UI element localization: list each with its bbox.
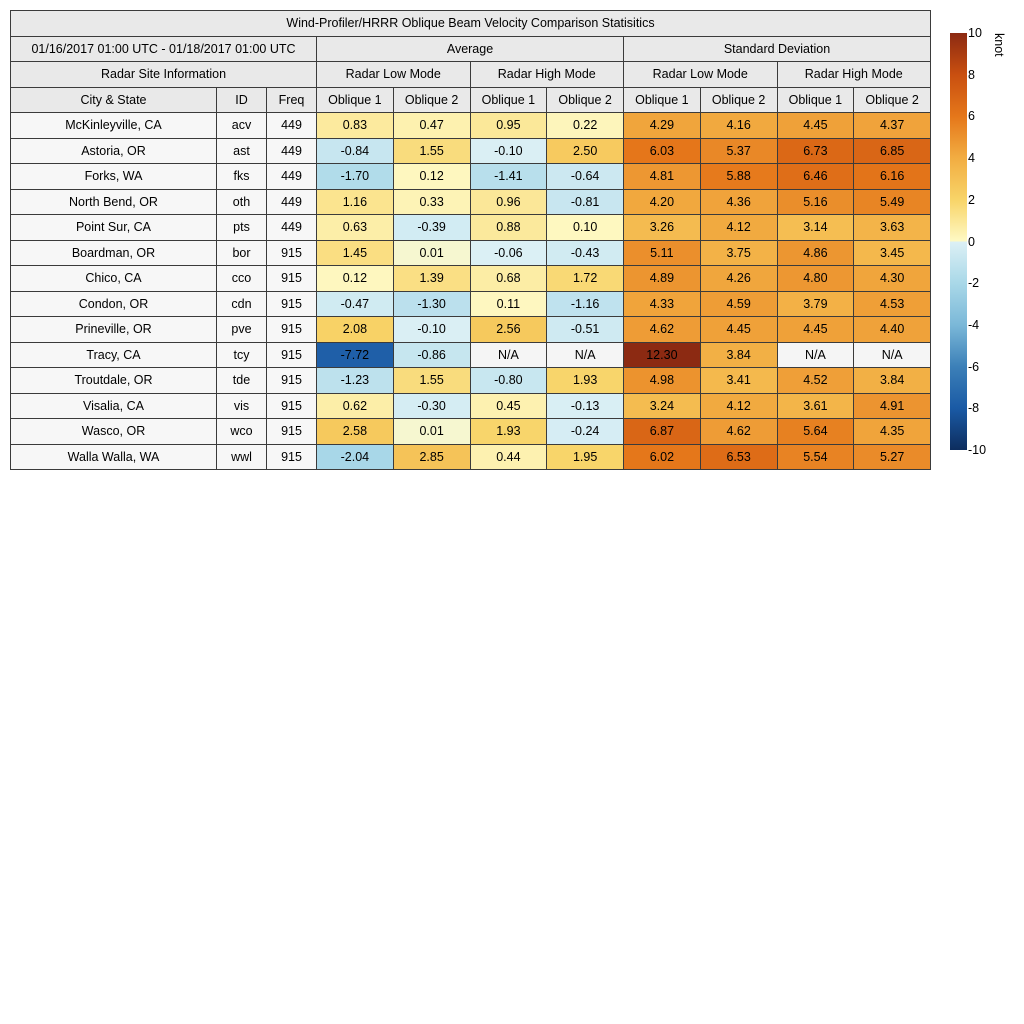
group-header-row: [11, 36, 931, 62]
value-cell: -1.30: [393, 291, 470, 317]
col-header-oblique: Oblique 1: [470, 87, 547, 113]
table-body: [11, 113, 931, 470]
value-cell: 0.01: [393, 419, 470, 445]
colorbar-tick-label: 2: [968, 192, 975, 207]
colorbar: [950, 26, 1024, 457]
value-cell: 3.84: [700, 342, 777, 368]
col-header-freq: Freq: [267, 87, 317, 113]
comparison-stats-table: [10, 10, 931, 470]
value-cell: 3.75: [700, 240, 777, 266]
freq-cell: 915: [267, 317, 317, 343]
value-cell: -1.70: [317, 164, 394, 190]
value-cell: 4.62: [700, 419, 777, 445]
value-cell: 4.53: [854, 291, 931, 317]
value-cell: 4.16: [700, 113, 777, 139]
mode-header-avg-high: Radar High Mode: [470, 62, 624, 88]
value-cell: 4.89: [624, 266, 701, 292]
colorbar-tick-label: 8: [968, 67, 975, 82]
id-cell: pve: [217, 317, 267, 343]
id-cell: vis: [217, 393, 267, 419]
id-cell: tcy: [217, 342, 267, 368]
value-cell: 3.14: [777, 215, 854, 241]
value-cell: 0.45: [470, 393, 547, 419]
value-cell: -7.72: [317, 342, 394, 368]
value-cell: 4.86: [777, 240, 854, 266]
value-cell: 2.85: [393, 444, 470, 470]
value-cell: 4.12: [700, 215, 777, 241]
col-header-oblique: Oblique 1: [317, 87, 394, 113]
value-cell: 1.39: [393, 266, 470, 292]
value-cell: 1.55: [393, 368, 470, 394]
value-cell: 0.95: [470, 113, 547, 139]
mode-header-avg-low: Radar Low Mode: [317, 62, 471, 88]
col-header-oblique: Oblique 2: [854, 87, 931, 113]
mode-header-std-low: Radar Low Mode: [624, 62, 778, 88]
value-cell: 0.01: [393, 240, 470, 266]
value-cell: 3.45: [854, 240, 931, 266]
city-cell: Tracy, CA: [11, 342, 217, 368]
value-cell: 6.02: [624, 444, 701, 470]
value-cell: 4.36: [700, 189, 777, 215]
value-cell: 1.16: [317, 189, 394, 215]
value-cell: N/A: [854, 342, 931, 368]
value-cell: 4.59: [700, 291, 777, 317]
col-header-id: ID: [217, 87, 267, 113]
value-cell: 4.20: [624, 189, 701, 215]
freq-cell: 449: [267, 215, 317, 241]
table-row: [11, 342, 931, 368]
value-cell: 2.08: [317, 317, 394, 343]
mode-header-std-high: Radar High Mode: [777, 62, 931, 88]
table-row: [11, 444, 931, 470]
value-cell: 0.12: [393, 164, 470, 190]
value-cell: -0.39: [393, 215, 470, 241]
site-info-header: Radar Site Information: [11, 62, 317, 88]
value-cell: 1.55: [393, 138, 470, 164]
table-row: [11, 419, 931, 445]
value-cell: 6.03: [624, 138, 701, 164]
id-cell: cco: [217, 266, 267, 292]
value-cell: 6.73: [777, 138, 854, 164]
value-cell: -0.10: [470, 138, 547, 164]
value-cell: 0.10: [547, 215, 624, 241]
value-cell: 4.35: [854, 419, 931, 445]
value-cell: N/A: [777, 342, 854, 368]
value-cell: -0.84: [317, 138, 394, 164]
value-cell: 1.95: [547, 444, 624, 470]
freq-cell: 915: [267, 266, 317, 292]
freq-cell: 915: [267, 342, 317, 368]
value-cell: 0.22: [547, 113, 624, 139]
value-cell: 3.61: [777, 393, 854, 419]
city-cell: Prineville, OR: [11, 317, 217, 343]
id-cell: cdn: [217, 291, 267, 317]
value-cell: -0.30: [393, 393, 470, 419]
value-cell: 4.40: [854, 317, 931, 343]
value-cell: 4.45: [777, 113, 854, 139]
table-row: [11, 368, 931, 394]
value-cell: -0.80: [470, 368, 547, 394]
colorbar-unit-label: knot: [992, 33, 1006, 57]
value-cell: -0.51: [547, 317, 624, 343]
colorbar-tick-label: 10: [968, 26, 982, 40]
value-cell: -0.64: [547, 164, 624, 190]
col-header-oblique: Oblique 1: [624, 87, 701, 113]
freq-cell: 915: [267, 368, 317, 394]
value-cell: -1.41: [470, 164, 547, 190]
value-cell: 5.27: [854, 444, 931, 470]
value-cell: 0.88: [470, 215, 547, 241]
value-cell: -1.16: [547, 291, 624, 317]
id-cell: bor: [217, 240, 267, 266]
value-cell: 3.79: [777, 291, 854, 317]
value-cell: 5.64: [777, 419, 854, 445]
freq-cell: 449: [267, 189, 317, 215]
value-cell: -0.43: [547, 240, 624, 266]
value-cell: 5.49: [854, 189, 931, 215]
value-cell: 4.29: [624, 113, 701, 139]
value-cell: 6.16: [854, 164, 931, 190]
value-cell: 5.88: [700, 164, 777, 190]
freq-cell: 449: [267, 164, 317, 190]
table-row: [11, 138, 931, 164]
col-header-oblique: Oblique 1: [777, 87, 854, 113]
period-label: 01/16/2017 01:00 UTC - 01/18/2017 01:00 UTC: [11, 36, 317, 62]
column-header-row: [11, 87, 931, 113]
table-row: [11, 393, 931, 419]
city-cell: Wasco, OR: [11, 419, 217, 445]
id-cell: ast: [217, 138, 267, 164]
value-cell: 3.84: [854, 368, 931, 394]
value-cell: 1.45: [317, 240, 394, 266]
value-cell: -0.24: [547, 419, 624, 445]
freq-cell: 449: [267, 138, 317, 164]
value-cell: 4.45: [700, 317, 777, 343]
colorbar-gradient: [950, 33, 967, 450]
value-cell: 4.81: [624, 164, 701, 190]
id-cell: pts: [217, 215, 267, 241]
value-cell: -1.23: [317, 368, 394, 394]
value-cell: -0.81: [547, 189, 624, 215]
city-cell: Condon, OR: [11, 291, 217, 317]
value-cell: 0.62: [317, 393, 394, 419]
freq-cell: 449: [267, 113, 317, 139]
value-cell: 4.52: [777, 368, 854, 394]
value-cell: 4.37: [854, 113, 931, 139]
colorbar-tick-label: -4: [968, 317, 980, 332]
value-cell: 0.33: [393, 189, 470, 215]
value-cell: 6.46: [777, 164, 854, 190]
value-cell: -2.04: [317, 444, 394, 470]
mode-header-row: [11, 62, 931, 88]
city-cell: Boardman, OR: [11, 240, 217, 266]
table-row: [11, 240, 931, 266]
value-cell: 1.93: [470, 419, 547, 445]
value-cell: 4.12: [700, 393, 777, 419]
freq-cell: 915: [267, 291, 317, 317]
value-cell: 0.44: [470, 444, 547, 470]
id-cell: tde: [217, 368, 267, 394]
value-cell: 0.68: [470, 266, 547, 292]
std-deviation-group-header: Standard Deviation: [624, 36, 931, 62]
value-cell: 2.50: [547, 138, 624, 164]
freq-cell: 915: [267, 393, 317, 419]
city-cell: Astoria, OR: [11, 138, 217, 164]
colorbar-tick-label: -10: [968, 443, 987, 457]
value-cell: 0.83: [317, 113, 394, 139]
value-cell: 3.63: [854, 215, 931, 241]
id-cell: oth: [217, 189, 267, 215]
value-cell: 6.53: [700, 444, 777, 470]
id-cell: acv: [217, 113, 267, 139]
value-cell: 4.62: [624, 317, 701, 343]
value-cell: 0.96: [470, 189, 547, 215]
value-cell: 4.98: [624, 368, 701, 394]
value-cell: 2.58: [317, 419, 394, 445]
value-cell: 6.87: [624, 419, 701, 445]
value-cell: N/A: [547, 342, 624, 368]
value-cell: 4.33: [624, 291, 701, 317]
city-cell: Visalia, CA: [11, 393, 217, 419]
table-row: [11, 164, 931, 190]
value-cell: 3.24: [624, 393, 701, 419]
value-cell: 3.41: [700, 368, 777, 394]
city-cell: Point Sur, CA: [11, 215, 217, 241]
value-cell: 12.30: [624, 342, 701, 368]
value-cell: 0.63: [317, 215, 394, 241]
col-header-oblique: Oblique 2: [700, 87, 777, 113]
table-row: [11, 291, 931, 317]
value-cell: -0.47: [317, 291, 394, 317]
id-cell: wwl: [217, 444, 267, 470]
city-cell: North Bend, OR: [11, 189, 217, 215]
value-cell: 4.45: [777, 317, 854, 343]
table-row: [11, 266, 931, 292]
colorbar-tick-label: -6: [968, 359, 980, 374]
value-cell: 5.16: [777, 189, 854, 215]
city-cell: Troutdale, OR: [11, 368, 217, 394]
freq-cell: 915: [267, 419, 317, 445]
value-cell: 6.85: [854, 138, 931, 164]
colorbar-tick-label: -2: [968, 276, 980, 291]
freq-cell: 915: [267, 240, 317, 266]
table-row: [11, 113, 931, 139]
value-cell: 5.37: [700, 138, 777, 164]
value-cell: 0.11: [470, 291, 547, 317]
table-row: [11, 317, 931, 343]
title-row: [11, 11, 931, 37]
value-cell: 4.30: [854, 266, 931, 292]
col-header-oblique: Oblique 2: [547, 87, 624, 113]
value-cell: -0.86: [393, 342, 470, 368]
freq-cell: 915: [267, 444, 317, 470]
value-cell: 0.47: [393, 113, 470, 139]
id-cell: wco: [217, 419, 267, 445]
city-cell: McKinleyville, CA: [11, 113, 217, 139]
col-header-oblique: Oblique 2: [393, 87, 470, 113]
colorbar-tick-label: 4: [968, 151, 975, 166]
value-cell: 0.12: [317, 266, 394, 292]
value-cell: 4.26: [700, 266, 777, 292]
id-cell: fks: [217, 164, 267, 190]
value-cell: N/A: [470, 342, 547, 368]
value-cell: -0.06: [470, 240, 547, 266]
colorbar-tick-label: 6: [968, 109, 975, 124]
table-row: [11, 215, 931, 241]
value-cell: 5.54: [777, 444, 854, 470]
value-cell: 4.80: [777, 266, 854, 292]
city-cell: Walla Walla, WA: [11, 444, 217, 470]
value-cell: -0.13: [547, 393, 624, 419]
city-cell: Chico, CA: [11, 266, 217, 292]
value-cell: 4.91: [854, 393, 931, 419]
value-cell: 1.72: [547, 266, 624, 292]
value-cell: 2.56: [470, 317, 547, 343]
value-cell: -0.10: [393, 317, 470, 343]
col-header-city: City & State: [11, 87, 217, 113]
average-group-header: Average: [317, 36, 624, 62]
colorbar-tick-label: -8: [968, 401, 980, 416]
colorbar-tick-label: 0: [968, 234, 975, 249]
value-cell: 1.93: [547, 368, 624, 394]
table-row: [11, 189, 931, 215]
value-cell: 3.26: [624, 215, 701, 241]
table-title: Wind-Profiler/HRRR Oblique Beam Velocity Comparison Statisitics: [11, 11, 931, 37]
city-cell: Forks, WA: [11, 164, 217, 190]
value-cell: 5.11: [624, 240, 701, 266]
